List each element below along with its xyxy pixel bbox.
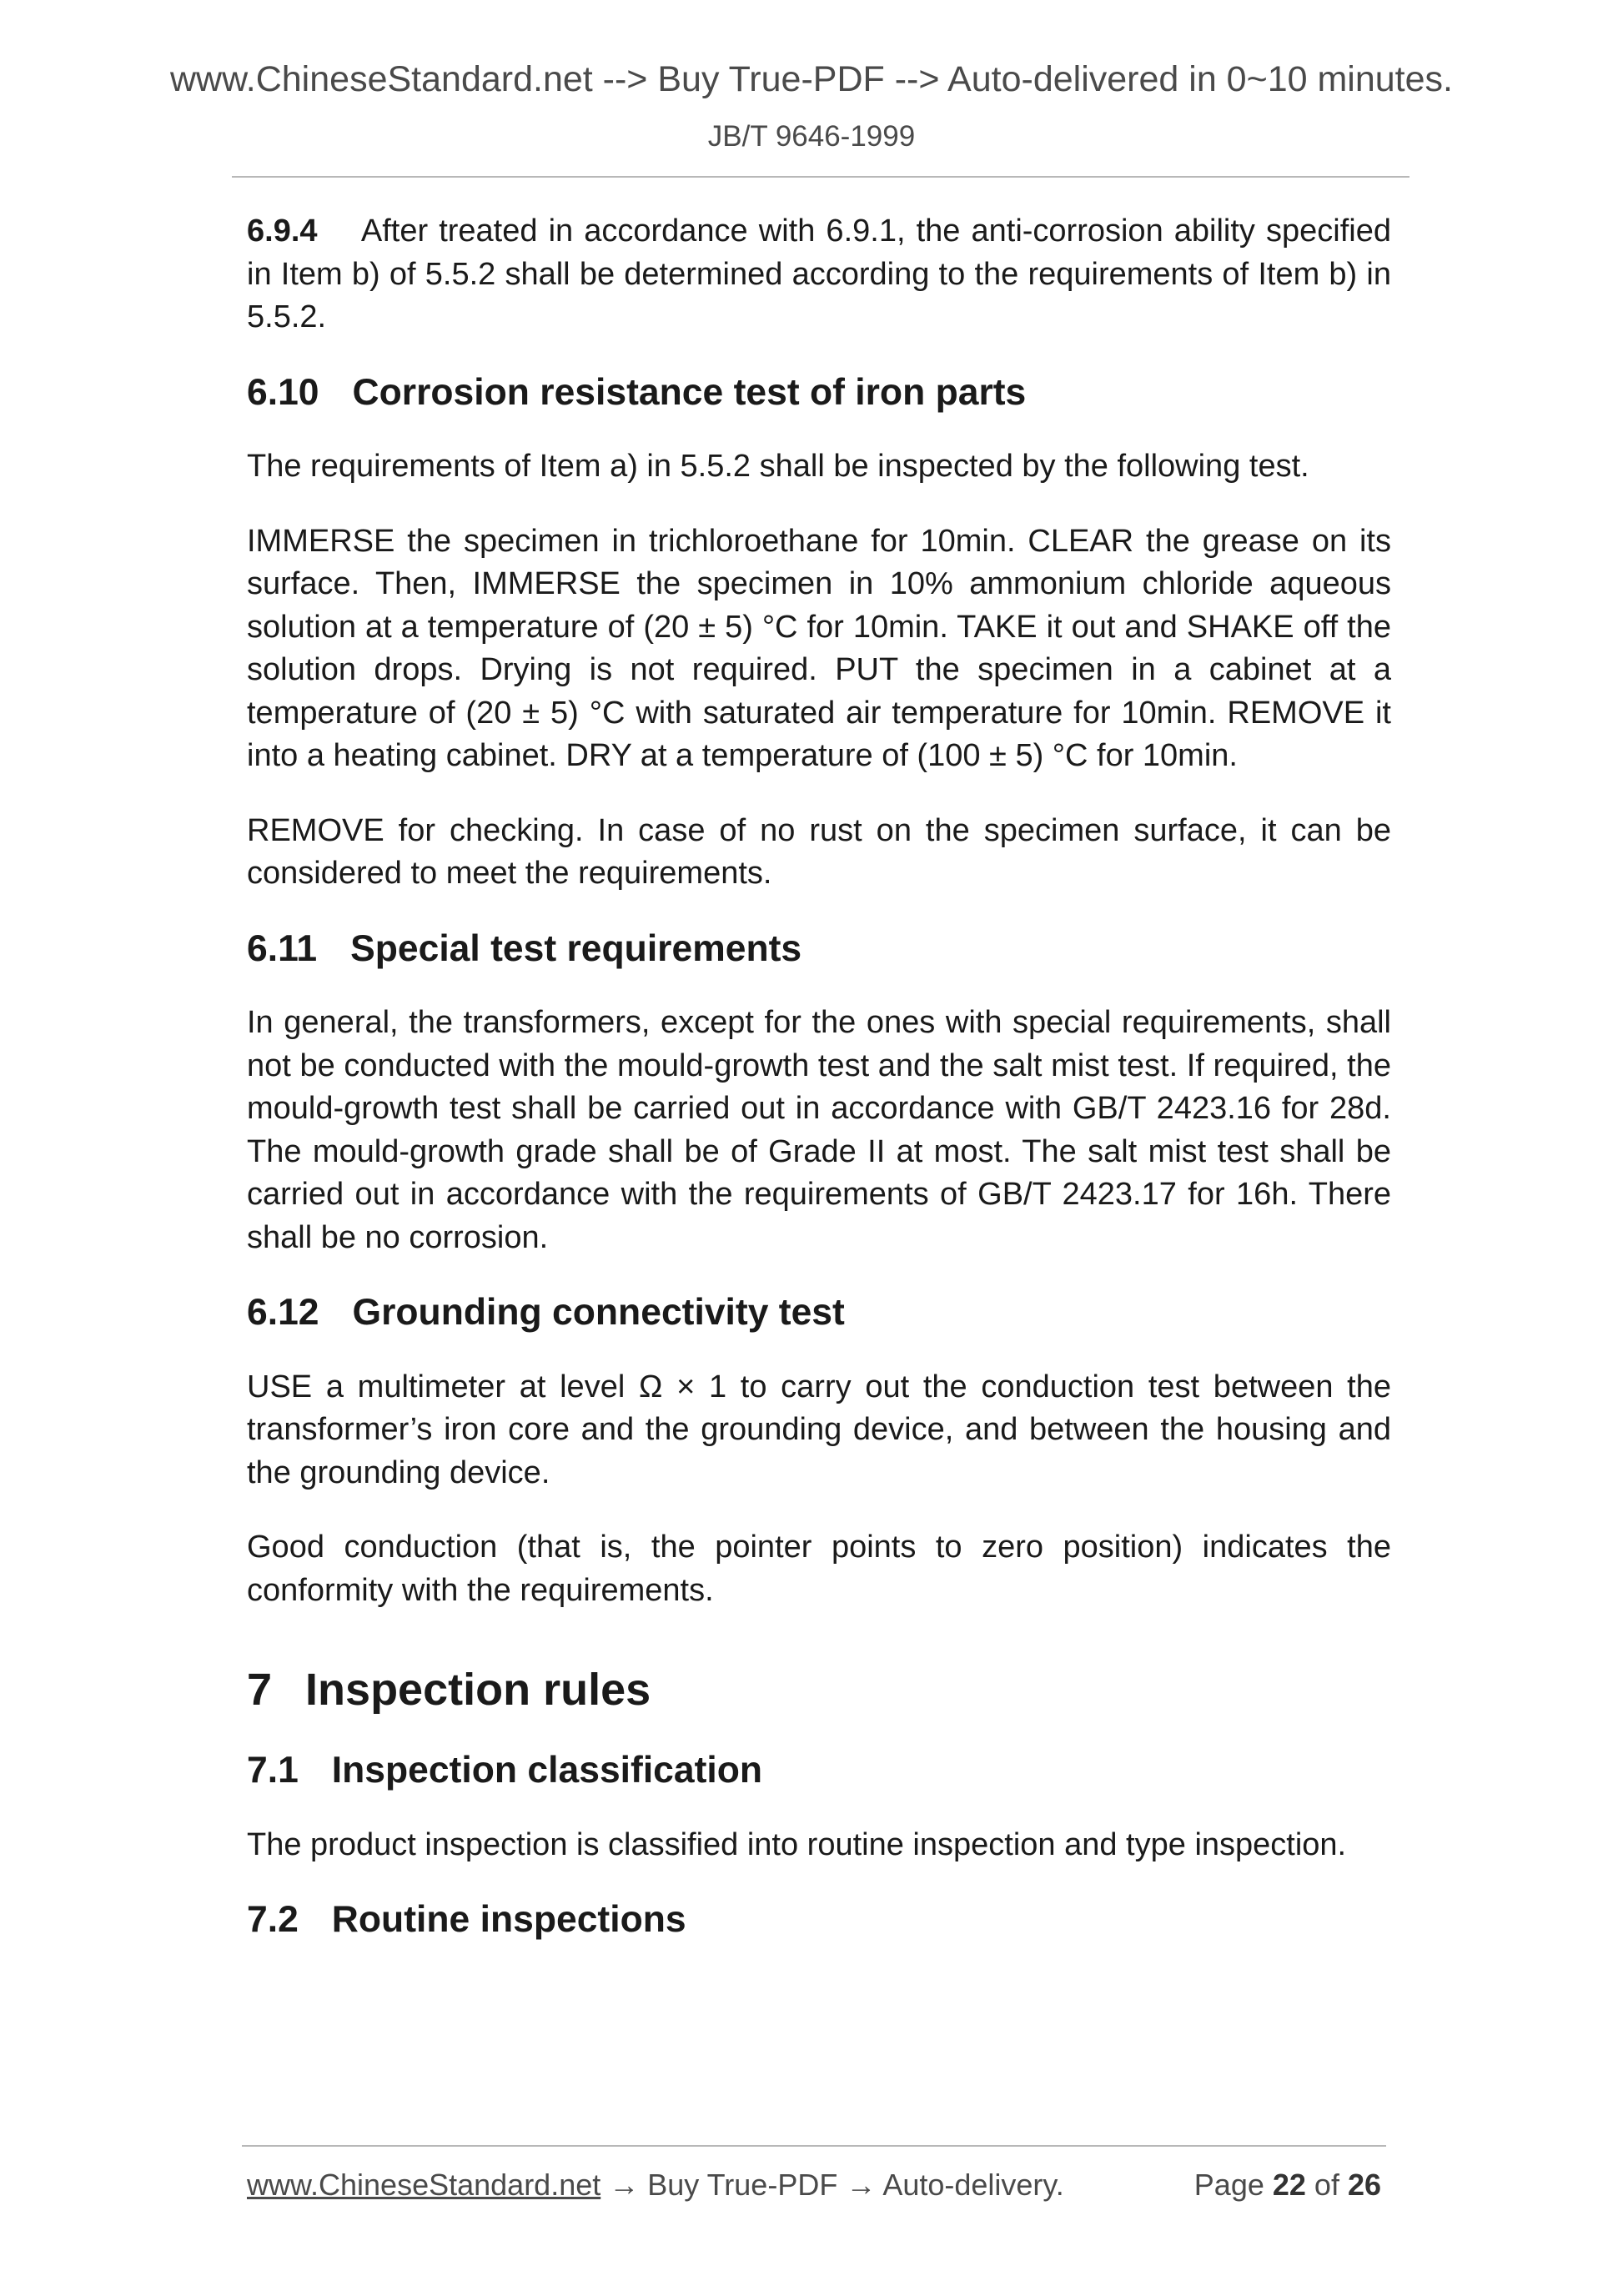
- paragraph: The product inspection is classified into routine inspection and type inspection.: [247, 1826, 1347, 1862]
- section-heading-7-1: [247, 1749, 1391, 1792]
- section-number: 6.11: [247, 927, 318, 969]
- paragraph: REMOVE for checking. In case of no rust on the specimen surface, it can be considered to meet the requirements.: [247, 812, 1391, 891]
- paragraph: USE a multimeter at level Ω × 1 to carry out the conduction test between the transformer’s iron core and the grounding device, and between the housing and the grounding device.: [247, 1369, 1391, 1490]
- clause-6-9-4: [247, 210, 1391, 339]
- section-heading-6-11: [247, 927, 1391, 971]
- section-title: Routine inspections: [331, 1899, 686, 1940]
- section-number: 6.12: [247, 1292, 319, 1333]
- section-heading-6-10: [247, 371, 1391, 414]
- section-number: 6.10: [247, 371, 319, 413]
- clause-number: 6.9.4: [247, 214, 318, 249]
- page-current: 22: [1272, 2168, 1306, 2202]
- footer-website-link[interactable]: www.ChineseStandard.net: [247, 2168, 601, 2202]
- header-title: www.ChineseStandard.net --> Buy True-PDF --> Auto-delivered in 0~10 minutes.: [169, 59, 1453, 99]
- document-body: [247, 210, 1391, 1942]
- section-heading-7-2: [247, 1898, 1391, 1942]
- clause-text: After treated in accordance with 6.9.1, the anti-corrosion ability specified in Item b) of 5.5.2 shall be determined according to the requirements of Item b) in 5.5.2.: [247, 214, 1391, 334]
- chapter-number: 7: [247, 1665, 273, 1715]
- footer-promo-text: → Buy True-PDF → Auto-delivery.: [600, 2168, 1064, 2202]
- section-number: 7.2: [247, 1899, 299, 1940]
- section-heading-6-12: [247, 1291, 1391, 1334]
- section-title: Special test requirements: [350, 927, 802, 969]
- chapter-heading-7: [247, 1662, 1391, 1717]
- footer-divider: [242, 2145, 1386, 2147]
- paragraph: IMMERSE the specimen in trichloroethane for 10min. CLEAR the grease on its surface. Then, IMMERSE the specimen in 10% ammonium chloride aqueous solution at a temperature of (20 ± 5) °C for 10min. TAKE it out and SHAKE off the solution drops. Drying is not required. PUT the specimen in a cabinet at a temperature of (20 ± 5) °C with saturated air temperature for 10min. REMOVE it into a heating cabinet. DRY at a temperature of (100 ± 5) °C for 10min.: [247, 523, 1391, 773]
- header-standard-number: JB/T 9646-1999: [707, 120, 916, 153]
- page-number: [1194, 2170, 1381, 2200]
- section-title: Inspection classification: [331, 1750, 763, 1791]
- page-prefix: Page: [1193, 2168, 1273, 2202]
- page-of: of: [1305, 2168, 1348, 2202]
- page-total: 26: [1347, 2168, 1381, 2202]
- section-number: 7.1: [247, 1750, 299, 1791]
- paragraph: Good conduction (that is, the pointer points to zero position) indicates the conformity with the requirements.: [247, 1530, 1391, 1608]
- section-title: Grounding connectivity test: [352, 1292, 845, 1333]
- paragraph: The requirements of Item a) in 5.5.2 shall be inspected by the following test.: [247, 449, 1309, 484]
- section-title: Corrosion resistance test of iron parts: [352, 371, 1027, 413]
- paragraph: In general, the transformers, except for the ones with special requirements, shall not be conducted with the mould-growth test and the salt mist test. If required, the mould-growth test shall be carried out in accordance with GB/T 2423.16 for 28d. The mould-growth grade shall be of Grade II at most. The salt mist test shall be carried out in accordance with the requirements of GB/T 2423.17 for 16h. There shall be no corrosion.: [247, 1005, 1391, 1255]
- header-divider: [232, 176, 1409, 178]
- chapter-title: Inspection rules: [305, 1665, 651, 1715]
- footer-promo: [247, 2170, 1064, 2200]
